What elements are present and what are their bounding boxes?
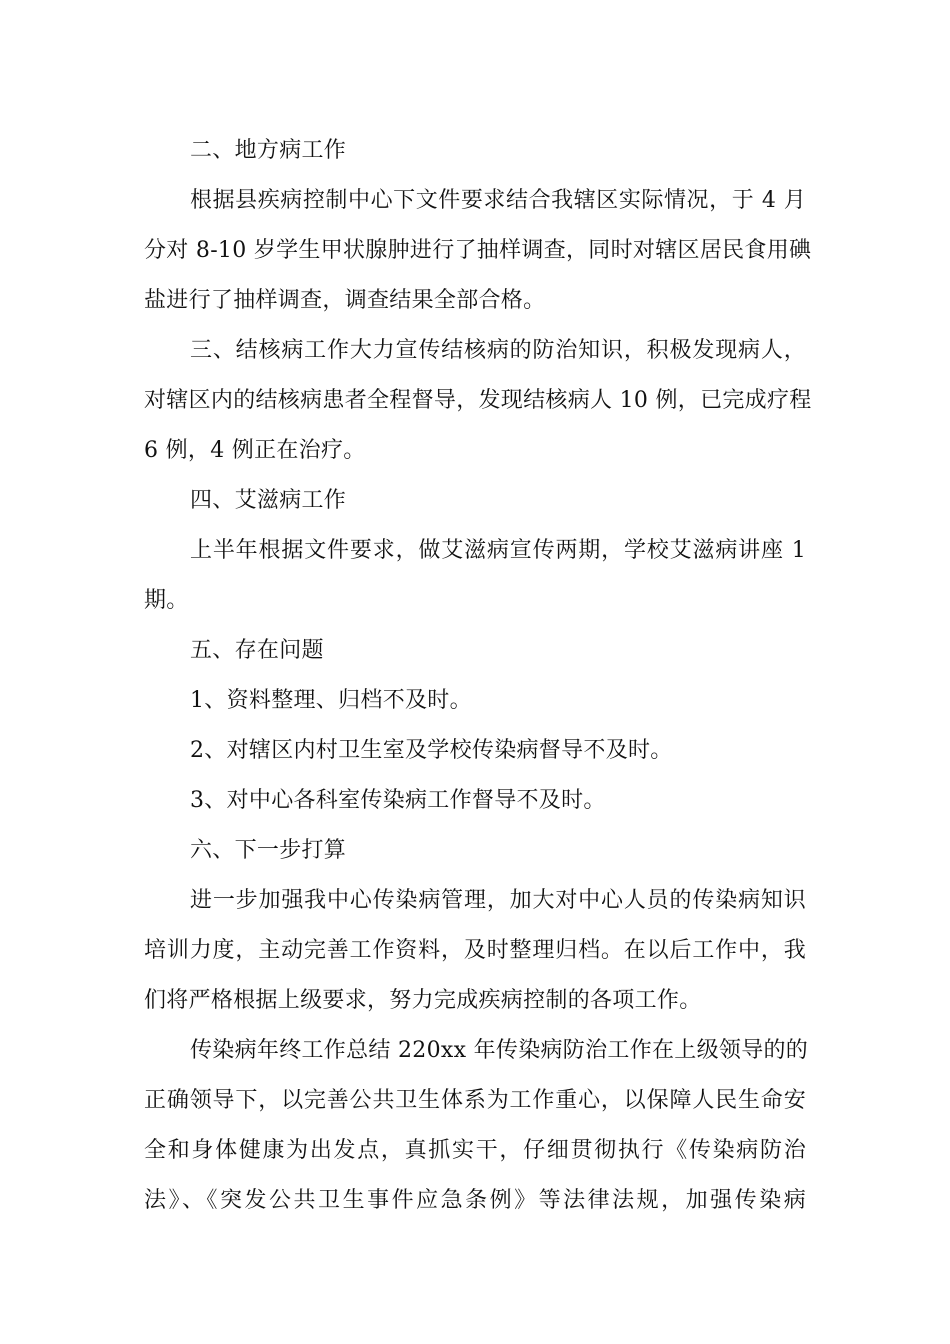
list-item: 3、对中心各科室传染病工作督导不及时。 bbox=[190, 788, 606, 813]
list-item: 2、对辖区内村卫生室及学校传染病督导不及时。 bbox=[190, 738, 673, 763]
section-heading-problems: 五、存在问题 bbox=[190, 638, 324, 663]
paragraph-line: 分对 8-10 岁学生甲状腺肿进行了抽样调查，同时对辖区居民食用碘 bbox=[144, 238, 812, 263]
paragraph-line: 们将严格根据上级要求，努力完成疾病控制的各项工作。 bbox=[144, 988, 702, 1013]
paragraph-line: 对辖区内的结核病患者全程督导，发现结核病人 10 例，已完成疗程 bbox=[144, 388, 812, 413]
paragraph-line: 培训力度，主动完善工作资料，及时整理归档。在以后工作中，我 bbox=[144, 938, 806, 963]
section-heading-next-steps: 六、下一步打算 bbox=[190, 838, 347, 863]
paragraph-line: 全和身体健康为出发点，真抓实干，仔细贯彻执行《传染病防治 bbox=[144, 1138, 806, 1163]
paragraph-line: 期。 bbox=[144, 588, 189, 613]
paragraph-line: 法》、《突发公共卫生事件应急条例》等法律法规，加强传染病 bbox=[144, 1188, 806, 1213]
section-heading-tuberculosis: 三、结核病工作大力宣传结核病的防治知识，积极发现病人， bbox=[190, 338, 806, 363]
section-heading-aids: 四、艾滋病工作 bbox=[190, 488, 347, 513]
paragraph-line: 上半年根据文件要求，做艾滋病宣传两期，学校艾滋病讲座 1 bbox=[190, 538, 806, 563]
paragraph-line: 根据县疾病控制中心下文件要求结合我辖区实际情况，于 4 月 bbox=[190, 188, 806, 213]
paragraph-line: 进一步加强我中心传染病管理，加大对中心人员的传染病知识 bbox=[190, 888, 806, 913]
list-item: 1、资料整理、归档不及时。 bbox=[190, 688, 472, 713]
paragraph-line: 盐进行了抽样调查，调查结果全部合格。 bbox=[144, 288, 546, 313]
paragraph-line: 正确领导下，以完善公共卫生体系为工作重心，以保障人民生命安 bbox=[144, 1088, 806, 1113]
paragraph-line: 6 例，4 例正在治疗。 bbox=[144, 438, 366, 463]
section-heading-endemic: 二、地方病工作 bbox=[190, 138, 347, 163]
paragraph-line: 传染病年终工作总结 220xx 年传染病防治工作在上级领导的的 bbox=[190, 1038, 809, 1063]
